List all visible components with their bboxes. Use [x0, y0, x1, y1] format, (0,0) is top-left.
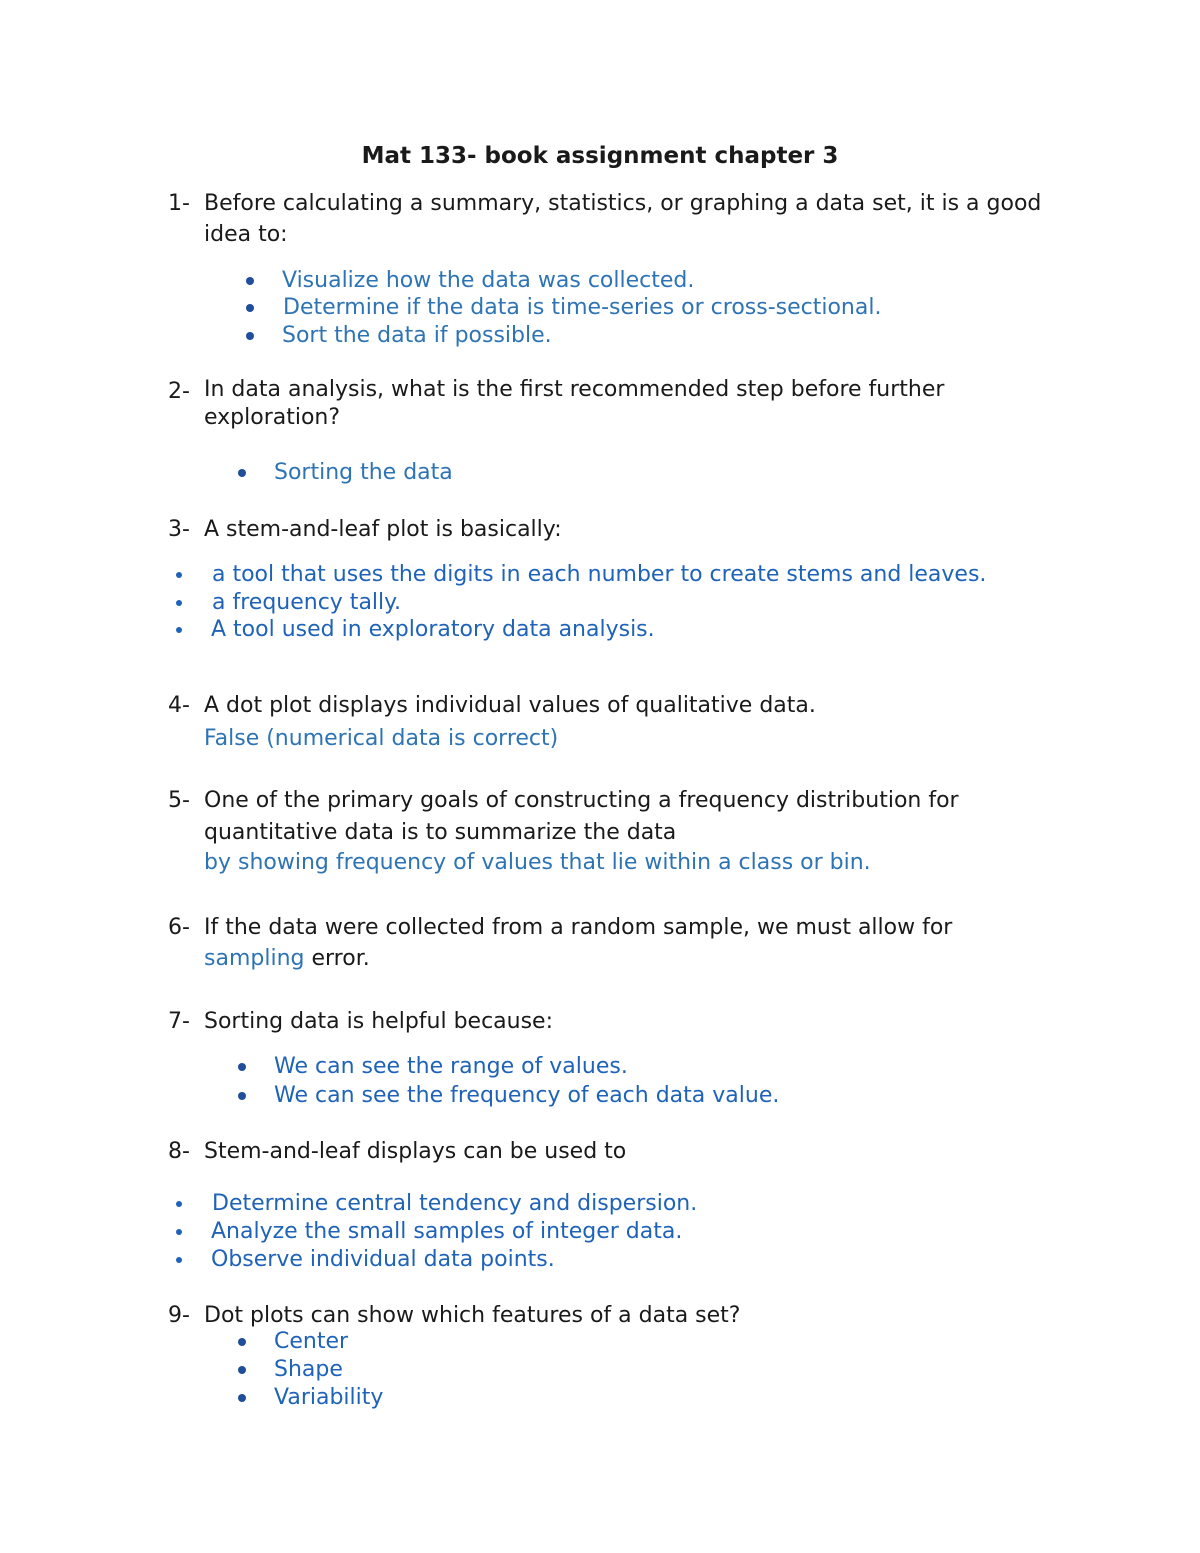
question-text: Stem-and-leaf displays can be used to [204, 1139, 627, 1164]
question-number: 6- [168, 915, 190, 940]
bullet-icon [246, 277, 254, 285]
question-2 [168, 376, 1068, 432]
answer-text: by showing frequency of values that lie within a class or bin. [204, 850, 871, 875]
bullet-icon [176, 572, 182, 578]
bullet-icon [176, 627, 182, 633]
question-text: Before calculating a summary, statistics, or graphing a data set, it is a good idea to: [204, 191, 1042, 247]
answer-text: Analyze the small samples of integer data. [211, 1219, 683, 1244]
answer-text: Sorting the data [274, 460, 453, 485]
question-number: 2- [168, 379, 190, 404]
question-8 [168, 1136, 1068, 1167]
question-number: 4- [168, 693, 190, 718]
question-text: A stem-and-leaf plot is basically: [204, 517, 562, 542]
bullet-icon [238, 469, 246, 477]
question-number: 8- [168, 1139, 190, 1164]
question-6 [168, 912, 1068, 974]
bullet-icon [246, 304, 254, 312]
bullet-icon [176, 1257, 182, 1263]
page-title: Mat 133- book assignment chapter 3 [361, 143, 839, 169]
answer-text: A tool used in exploratory data analysis. [211, 617, 655, 642]
answer-text: Sort the data if possible. [282, 323, 552, 348]
answer-text: Variability [274, 1385, 384, 1410]
answer-text: We can see the frequency of each data value. [274, 1083, 780, 1108]
question-text: Dot plots can show which features of a data set? [204, 1303, 741, 1328]
question-text-continued [204, 943, 1068, 974]
bullet-icon [246, 332, 254, 340]
bullet-icon [238, 1063, 246, 1071]
question-text-tail: error. [304, 946, 370, 971]
answer-text: Shape [274, 1357, 343, 1382]
question-3 [168, 514, 1068, 545]
bullet-icon [176, 600, 182, 606]
question-5 [168, 785, 1068, 878]
bullet-icon [238, 1366, 246, 1374]
question-text: One of the primary goals of constructing a frequency distribution for quantitative data is to summarize the data [204, 788, 959, 845]
answer-text: Observe individual data points. [211, 1247, 555, 1272]
question-4 [168, 690, 1068, 754]
answer-word: sampling [204, 946, 305, 971]
answer-text: a frequency tally. [212, 590, 402, 615]
answer-text: Determine if the data is time-series or cross-sectional. [283, 295, 882, 320]
answer-text: a tool that uses the digits in each number to create stems and leaves. [212, 562, 987, 587]
bullet-icon [176, 1229, 182, 1235]
question-number: 1- [168, 191, 190, 216]
question-9 [168, 1300, 1068, 1331]
answer-text: Determine central tendency and dispersion. [212, 1191, 698, 1216]
bullet-icon [238, 1092, 246, 1100]
answer-text: Visualize how the data was collected. [282, 268, 695, 293]
bullet-icon [238, 1338, 246, 1346]
answer-text: Center [274, 1329, 349, 1354]
question-text: A dot plot displays individual values of qualitative data. [204, 693, 816, 718]
question-number: 7- [168, 1009, 190, 1034]
question-number: 9- [168, 1303, 190, 1328]
bullet-icon [176, 1201, 182, 1207]
answer-text: False (numerical data is correct) [204, 726, 559, 751]
question-number: 5- [168, 788, 190, 813]
question-text: If the data were collected from a random sample, we must allow for [204, 915, 953, 940]
question-1 [168, 188, 1068, 250]
bullet-icon [238, 1394, 246, 1402]
question-7 [168, 1006, 1068, 1037]
question-text: Sorting data is helpful because: [204, 1009, 554, 1034]
answer-text: We can see the range of values. [274, 1054, 628, 1079]
question-text: In data analysis, what is the first recommended step before further exploration? [204, 377, 945, 430]
question-number: 3- [168, 517, 190, 542]
